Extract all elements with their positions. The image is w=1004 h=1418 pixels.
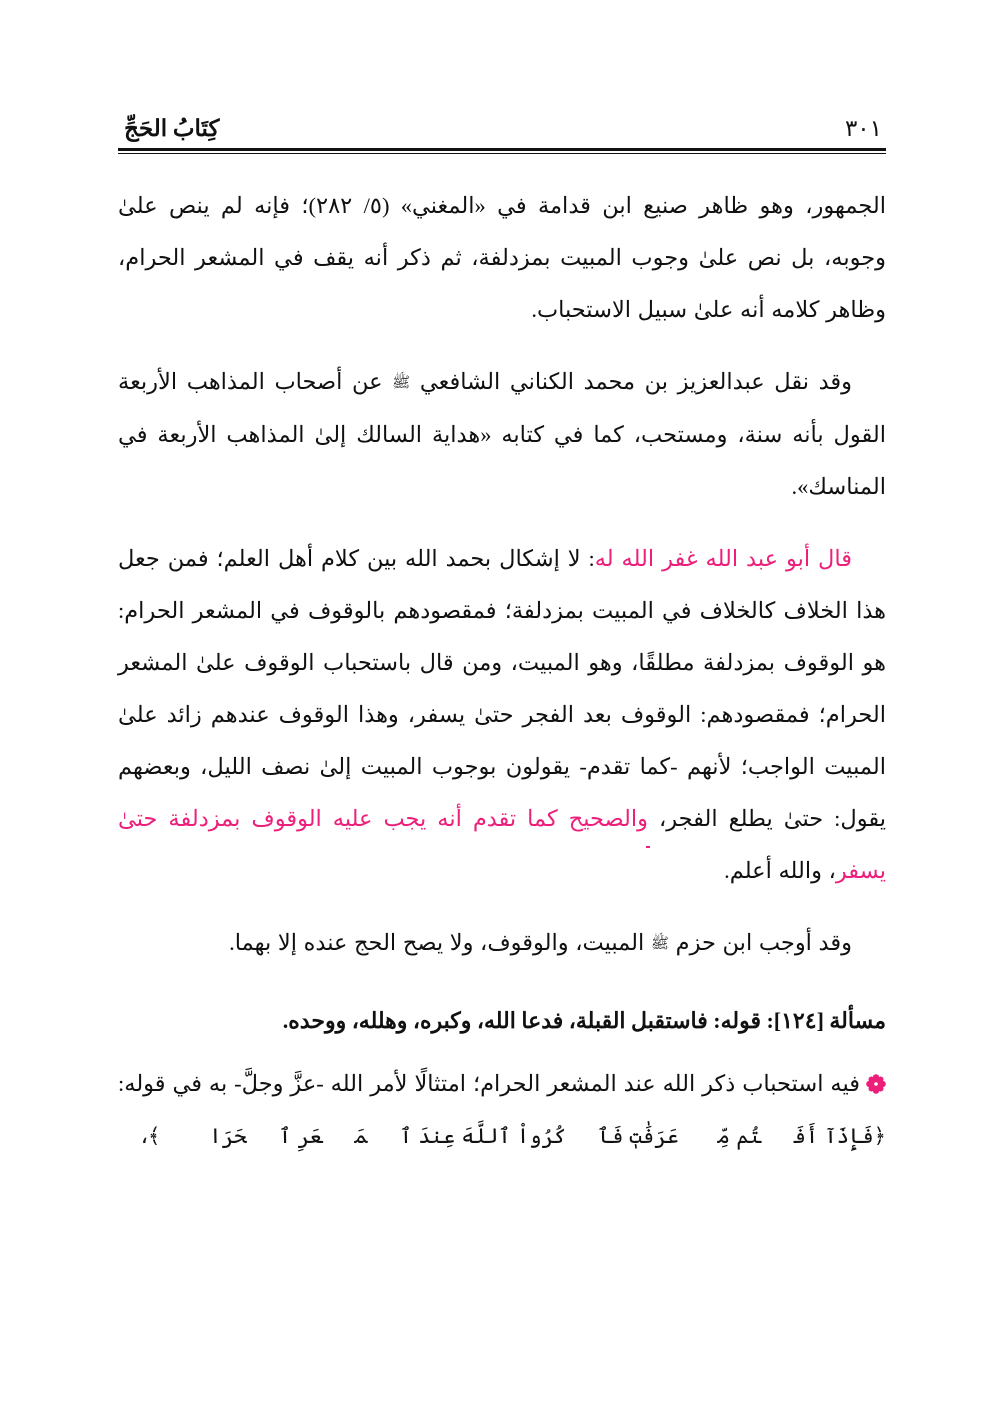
paragraph-3-text: : لا إشكال بحمد الله بين كلام أهل العلم؛ فمن جعل هذا الخلاف كالخلاف في المبيت بمزدلفة؛ فمقصودهم بالوقوف في المشعر الحرام: هو الوقوف بمزدلفة مطلقًا، وهو المبيت، ومن قال باستحباب الوقوف علىٰ المشعر الحرام؛ فمقصودهم: الوقوف بعد الفجر حتىٰ يسفر، وهذا الوقوف عندهم زائد علىٰ المبيت الواجب؛ لأنهم -كما تقدم- يقولون بوجوب المبيت إلىٰ نصف الليل، وبعضهم يقول: حتىٰ يطلع الفجر،: [118, 546, 886, 831]
paragraph-2-text-b: عن أصحاب المذاهب الأربعة القول بأنه سنة، ومستحب، كما في كتابه «هداية السالك إلىٰ المذاهب الأربعة في المناسك».: [118, 369, 886, 499]
book-title: كِتَابُ الحَجِّ: [124, 116, 220, 141]
quran-verse: ﴿فَإِذَآ أَفَضۡتُم مِّنۡ عَرَفَٰتٖ فَٱذۡكُرُواْ ٱللَّهَ عِندَ ٱلۡمَشۡعَرِ ٱلۡحَرَامِۖ﴾: [148, 1124, 886, 1148]
paragraph-4: [118, 917, 886, 970]
paragraph-4-text-b: المبيت، والوقوف، ولا يصح الحج عنده إلا بهما.: [229, 930, 651, 955]
paragraph-3-highlight: والصحيح كما تقدم أنه يجب عليه الوقوف بمزدلفة حتىٰ يسفر: [118, 806, 886, 883]
header-rule-thin: [118, 153, 886, 154]
masala-heading: مسألة [١٢٤]: قوله: فاستقبل القبلة، فدعا الله، وكبره، وهلله، ووحده.: [282, 1008, 886, 1033]
sallallahu-glyph: ﷺ: [392, 375, 411, 391]
paragraph-2-text-a: وقد نقل عبدالعزيز بن محمد الكناني الشافعي: [410, 369, 852, 394]
paragraph-5-tail: ،: [140, 1123, 148, 1148]
page-content: [118, 180, 886, 1162]
paragraph-5-text: فيه استحباب ذكر الله عند المشعر الحرام؛ امتثالًا لأمر الله -عزَّ وجلَّ- به في قوله:: [118, 1071, 860, 1096]
page-number: ٣٠١: [844, 116, 882, 141]
paragraph-5: [118, 1058, 886, 1162]
paragraph-3: [118, 533, 886, 897]
author-attribution: قال أبو عبد الله غفر الله له: [594, 546, 852, 571]
paragraph-3-tail: ، والله أعلم.: [724, 858, 836, 883]
page-header: [118, 96, 886, 142]
paragraph-1: الجمهور، وهو ظاهر صنيع ابن قدامة في «المغني» (٥/ ٢٨٢)؛ فإنه لم ينص علىٰ وجوبه، بل نص علىٰ وجوب المبيت بمزدلفة، ثم ذكر أنه يقف في المشعر الحرام، وظاهر كلامه أنه علىٰ سبيل الاستحباب.: [118, 193, 886, 322]
paragraph-4-text-a: وقد أوجب ابن حزم: [669, 930, 852, 955]
header-rule-thick: [118, 148, 886, 151]
flower-bullet-icon: [866, 1074, 886, 1094]
header-rule: [118, 148, 886, 154]
paragraph-2: [118, 356, 886, 513]
sallallahu-glyph-2: ﷺ: [650, 936, 670, 952]
